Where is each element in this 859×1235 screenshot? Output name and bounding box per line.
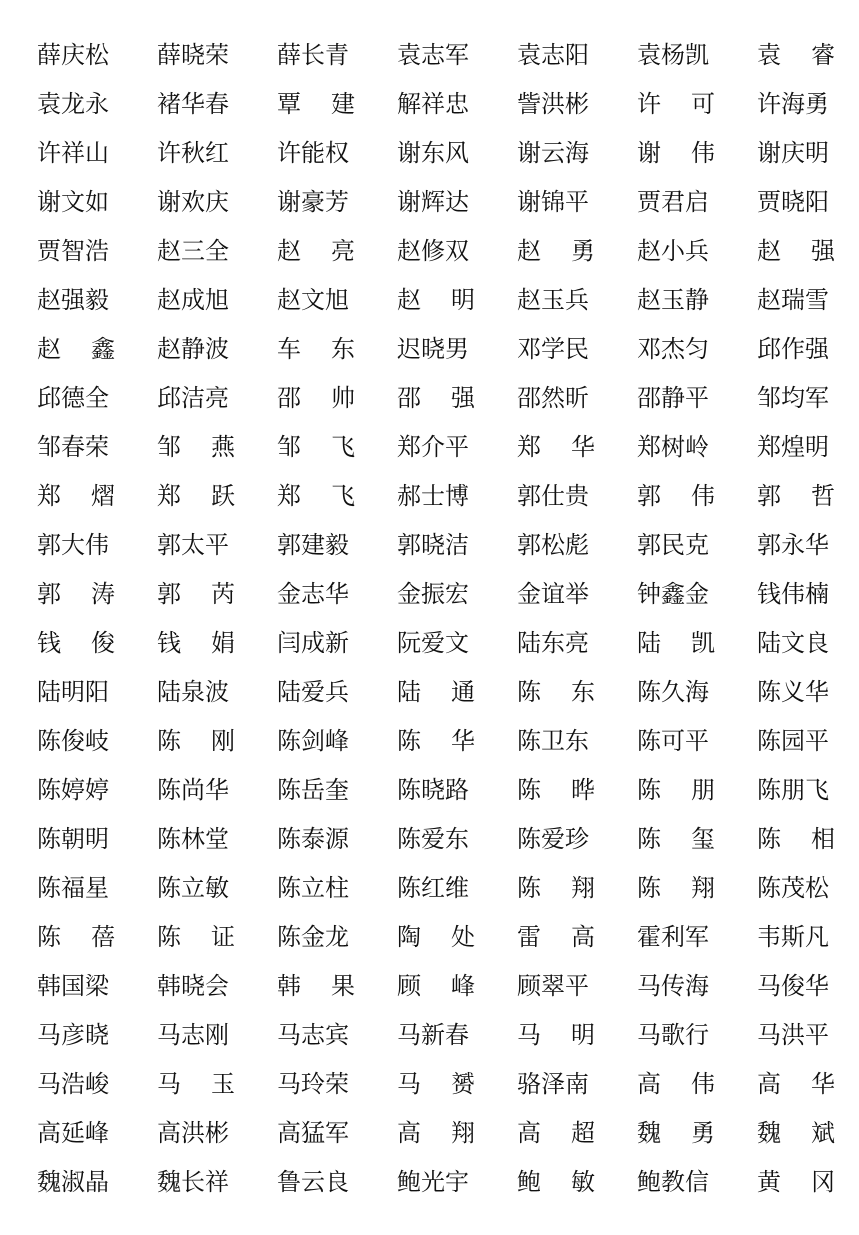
name-entry: 覃 建 [277, 89, 355, 118]
name-entry: 马彦晓 [37, 1020, 109, 1049]
name-entry: 陈卫东 [517, 726, 589, 755]
name-entry: 赵瑞雪 [757, 285, 829, 314]
name-entry: 魏 斌 [757, 1118, 835, 1147]
name-entry: 郑树岭 [637, 432, 709, 461]
name-entry: 陆文良 [757, 628, 829, 657]
name-entry: 高洪彬 [157, 1118, 229, 1147]
name-entry: 魏长祥 [157, 1167, 229, 1196]
name-entry: 袁 睿 [757, 40, 835, 69]
name-entry: 钱伟楠 [757, 579, 829, 608]
name-entry: 陈 蓓 [37, 922, 115, 951]
name-entry: 陈爱珍 [517, 824, 589, 853]
name-entry: 韩 果 [277, 971, 355, 1000]
name-entry: 陈久海 [637, 677, 709, 706]
name-entry: 褚华春 [157, 89, 229, 118]
name-entry: 阮爱文 [397, 628, 469, 657]
name-entry: 陈朝明 [37, 824, 109, 853]
name-entry: 许秋红 [157, 138, 229, 167]
name-entry: 赵 鑫 [37, 334, 115, 363]
name-entry: 郭晓洁 [397, 530, 469, 559]
name-entry: 马志宾 [277, 1020, 349, 1049]
name-entry: 鲍 敏 [517, 1167, 595, 1196]
name-entry: 郑 华 [517, 432, 595, 461]
name-entry: 贾君启 [637, 187, 709, 216]
name-entry: 许祥山 [37, 138, 109, 167]
name-entry: 钱 俊 [37, 628, 115, 657]
name-entry: 赵三全 [157, 236, 229, 265]
name-entry: 陈福星 [37, 873, 109, 902]
name-entry: 许能权 [277, 138, 349, 167]
name-entry: 陈岳奎 [277, 775, 349, 804]
name-entry: 陈婷婷 [37, 775, 109, 804]
name-entry: 谢云海 [517, 138, 589, 167]
name-entry: 谢文如 [37, 187, 109, 216]
name-entry: 鲍教信 [637, 1167, 709, 1196]
name-entry: 袁龙永 [37, 89, 109, 118]
name-entry: 陶 处 [397, 922, 475, 951]
name-entry: 郭太平 [157, 530, 229, 559]
name-entry: 陈 相 [757, 824, 835, 853]
name-entry: 金志华 [277, 579, 349, 608]
name-entry: 雷 高 [517, 922, 595, 951]
name-entry: 骆泽南 [517, 1069, 589, 1098]
name-entry: 陈尚华 [157, 775, 229, 804]
name-entry: 高 伟 [637, 1069, 715, 1098]
name-entry: 陈林堂 [157, 824, 229, 853]
name-entry: 郭 涛 [37, 579, 115, 608]
name-entry: 郑 飞 [277, 481, 355, 510]
name-entry: 马歌行 [637, 1020, 709, 1049]
name-entry: 陈 朋 [637, 775, 715, 804]
name-entry: 郭民克 [637, 530, 709, 559]
name-entry: 谢豪芳 [277, 187, 349, 216]
name-entry: 马志刚 [157, 1020, 229, 1049]
name-entry: 邵静平 [637, 383, 709, 412]
name-entry: 陈 玺 [637, 824, 715, 853]
name-entry: 高延峰 [37, 1118, 109, 1147]
name-entry: 陆泉波 [157, 677, 229, 706]
name-entry: 赵 亮 [277, 236, 355, 265]
name-entry: 陈 刚 [157, 726, 235, 755]
name-entry: 邓杰匀 [637, 334, 709, 363]
name-entry: 郑煌明 [757, 432, 829, 461]
name-entry: 陆明阳 [37, 677, 109, 706]
name-entry: 陈红维 [397, 873, 469, 902]
name-entry: 陈晓路 [397, 775, 469, 804]
name-entry: 高猛军 [277, 1118, 349, 1147]
name-entry: 马新春 [397, 1020, 469, 1049]
name-entry: 袁志军 [397, 40, 469, 69]
name-entry: 郭 哲 [757, 481, 835, 510]
name-entry: 谢锦平 [517, 187, 589, 216]
name-entry: 谢 伟 [637, 138, 715, 167]
name-entry: 陆东亮 [517, 628, 589, 657]
name-entry: 金谊举 [517, 579, 589, 608]
name-entry: 陈 华 [397, 726, 475, 755]
name-entry: 陆爱兵 [277, 677, 349, 706]
name-entry: 赵玉兵 [517, 285, 589, 314]
name-entry: 许海勇 [757, 89, 829, 118]
name-entry: 赵 勇 [517, 236, 595, 265]
name-entry: 马 玉 [157, 1069, 235, 1098]
name-entry: 车 东 [277, 334, 355, 363]
name-entry: 闫成新 [277, 628, 349, 657]
name-entry: 许 可 [637, 89, 715, 118]
name-entry: 郭 伟 [637, 481, 715, 510]
name-entry: 邓学民 [517, 334, 589, 363]
name-entry: 赵 强 [757, 236, 835, 265]
name-entry: 郭 芮 [157, 579, 235, 608]
name-entry: 鲍光宇 [397, 1167, 469, 1196]
name-entry: 陈立柱 [277, 873, 349, 902]
name-entry: 马 赟 [397, 1069, 475, 1098]
name-entry: 马俊华 [757, 971, 829, 1000]
name-entry: 赵静波 [157, 334, 229, 363]
name-entry: 袁杨凯 [637, 40, 709, 69]
name-entry: 陈俊岐 [37, 726, 109, 755]
name-entry: 郭永华 [757, 530, 829, 559]
name-entry: 邹春荣 [37, 432, 109, 461]
name-entry: 韩国梁 [37, 971, 109, 1000]
name-entry: 陈爱东 [397, 824, 469, 853]
name-entry: 邵然昕 [517, 383, 589, 412]
name-entry: 陈 东 [517, 677, 595, 706]
name-entry: 钟鑫金 [637, 579, 709, 608]
name-entry: 陈 证 [157, 922, 235, 951]
name-entry: 贾晓阳 [757, 187, 829, 216]
name-entry: 贾智浩 [37, 236, 109, 265]
name-entry: 陈朋飞 [757, 775, 829, 804]
name-entry: 郑 跃 [157, 481, 235, 510]
name-entry: 金振宏 [397, 579, 469, 608]
name-entry: 霍利军 [637, 922, 709, 951]
name-entry: 高 翔 [397, 1118, 475, 1147]
name-entry: 韦斯凡 [757, 922, 829, 951]
name-entry: 解祥忠 [397, 89, 469, 118]
name-entry: 高 华 [757, 1069, 835, 1098]
name-entry: 谢辉达 [397, 187, 469, 216]
name-entry: 薛晓荣 [157, 40, 229, 69]
name-entry: 邹 燕 [157, 432, 235, 461]
name-entry: 邱洁亮 [157, 383, 229, 412]
name-entry: 陈 翔 [517, 873, 595, 902]
name-entry: 赵玉静 [637, 285, 709, 314]
name-entry: 马 明 [517, 1020, 595, 1049]
name-entry: 谢庆明 [757, 138, 829, 167]
name-entry: 邱作强 [757, 334, 829, 363]
name-entry: 袁志阳 [517, 40, 589, 69]
name-entry: 陈 晔 [517, 775, 595, 804]
name-entry: 马浩峻 [37, 1069, 109, 1098]
name-entry: 陆 凯 [637, 628, 715, 657]
name-entry: 邹 飞 [277, 432, 355, 461]
name-entry: 薛长青 [277, 40, 349, 69]
name-entry: 訾洪彬 [517, 89, 589, 118]
name-entry: 陈泰源 [277, 824, 349, 853]
name-entry: 郑介平 [397, 432, 469, 461]
name-entry: 黄 冈 [757, 1167, 835, 1196]
name-entry: 陈立敏 [157, 873, 229, 902]
name-entry: 马玲荣 [277, 1069, 349, 1098]
name-list-page [37, 30, 837, 1206]
name-entry: 赵小兵 [637, 236, 709, 265]
name-grid [37, 30, 837, 1206]
name-entry: 迟晓男 [397, 334, 469, 363]
name-entry: 高 超 [517, 1118, 595, 1147]
name-entry: 薛庆松 [37, 40, 109, 69]
name-entry: 邱德全 [37, 383, 109, 412]
name-entry: 陈 翔 [637, 873, 715, 902]
name-entry: 顾翠平 [517, 971, 589, 1000]
name-entry: 魏 勇 [637, 1118, 715, 1147]
name-entry: 钱 娟 [157, 628, 235, 657]
name-entry: 陈剑峰 [277, 726, 349, 755]
name-entry: 谢欢庆 [157, 187, 229, 216]
name-entry: 陆 通 [397, 677, 475, 706]
name-entry: 赵成旭 [157, 285, 229, 314]
name-entry: 郝士博 [397, 481, 469, 510]
name-entry: 陈金龙 [277, 922, 349, 951]
name-entry: 邵 帅 [277, 383, 355, 412]
name-entry: 赵 明 [397, 285, 475, 314]
name-entry: 郭松彪 [517, 530, 589, 559]
name-entry: 郭建毅 [277, 530, 349, 559]
name-entry: 邹均军 [757, 383, 829, 412]
name-entry: 谢东风 [397, 138, 469, 167]
name-entry: 郭大伟 [37, 530, 109, 559]
name-entry: 陈茂松 [757, 873, 829, 902]
name-entry: 赵修双 [397, 236, 469, 265]
name-entry: 陈可平 [637, 726, 709, 755]
name-entry: 郑 熠 [37, 481, 115, 510]
name-entry: 魏淑晶 [37, 1167, 109, 1196]
name-entry: 赵强毅 [37, 285, 109, 314]
name-entry: 韩晓会 [157, 971, 229, 1000]
name-entry: 陈园平 [757, 726, 829, 755]
name-entry: 马洪平 [757, 1020, 829, 1049]
name-entry: 赵文旭 [277, 285, 349, 314]
name-entry: 马传海 [637, 971, 709, 1000]
name-entry: 顾 峰 [397, 971, 475, 1000]
name-entry: 郭仕贵 [517, 481, 589, 510]
name-entry: 邵 强 [397, 383, 475, 412]
name-entry: 鲁云良 [277, 1167, 349, 1196]
name-entry: 陈义华 [757, 677, 829, 706]
